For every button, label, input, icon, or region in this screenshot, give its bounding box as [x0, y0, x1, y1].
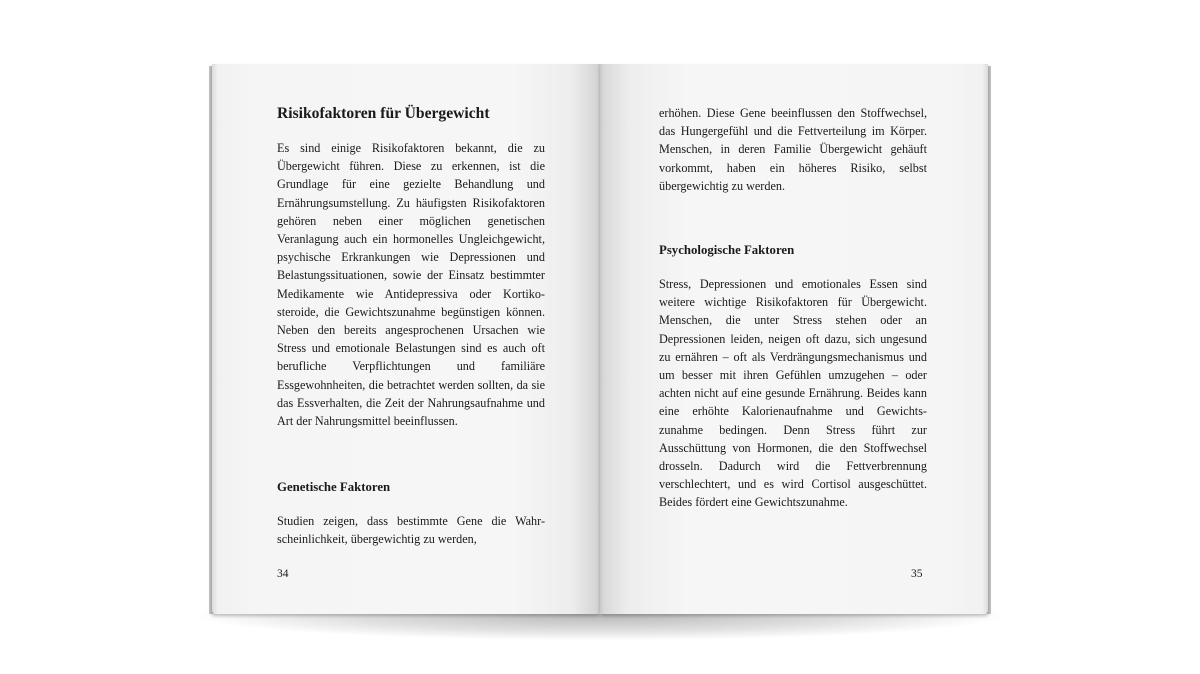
intro-paragraph: Es sind einige Risikofaktoren bekannt, die zu Übergewicht führen. Diese zu erkennen, ist die Grundlage für eine gezielte Behandlung und Ernährungsumstellung. Zu häufigsten Risikofaktoren gehören neben einer möglichen genetischen Veranlagung auch ein hormonelles Ungleichgewicht, psychische Erkrankungen wie Depressionen und Belastungssituationen, sowie der Einsatz bestimmter Medikamente wie Antidepressiva oder Kortiko-steroide, die Gewichtszunahme begünstigen können. Neben den bereits angesprochenen Ursachen wie Stress und emotionale Belastungen sind es auch oft berufliche Verpflichtungen und familiäre Essgewohnheiten, die betrachtet werden sollten, da sie das Essverhalten, die Zeit der Nahrungsaufnahme und Art der Nahrungsmittel beeinflussen. — [277, 141, 545, 429]
page-number-right: 35 — [911, 568, 923, 580]
page-number-left: 34 — [277, 568, 289, 580]
intro-paragraph-block — [277, 139, 545, 430]
continuation-paragraph-block — [659, 104, 927, 195]
psychological-paragraph: Stress, Depressionen und emotionales Essen sind weitere wichtige Risikofaktoren für Übergewicht. Menschen, die unter Stress stehen oder an Depressionen leiden, neigen oft dazu, sich ungesund zu ernähren – oft als Verdrängungsmechanismus und um besser mit ihren Gefühlen umzugehen – oder achten nicht auf eine gesunde Ernährung. Beides kann eine erhöhte Kalorienaufnahme und Gewichts-zunahme bedingen. Denn Stress führt zur Ausschüttung von Hormonen, die den Stoffwechsel drosseln. Dadurch wird die Fettverbrennung verschlechtert, und es wird Cortisol ausgeschüttet. Beides fördert eine Gewichtszunahme. — [659, 277, 927, 510]
section-heading-psychological: Psychologische Faktoren — [659, 243, 795, 257]
psychological-paragraph-block — [659, 275, 927, 512]
right-page — [600, 64, 988, 614]
left-page — [212, 64, 600, 614]
chapter-title: Risikofaktoren für Übergewicht — [277, 105, 490, 122]
genetic-paragraph: Studien zeigen, dass bestimmte Gene die Wahr-scheinlichkeit, übergewichtig zu werden, — [277, 514, 545, 547]
section-heading-genetic: Genetische Faktoren — [277, 480, 391, 494]
genetic-paragraph-block — [277, 512, 545, 548]
continuation-paragraph: erhöhen. Diese Gene beeinflussen den Stoffwechsel, das Hungergefühl und die Fettverteilung im Körper. Menschen, in deren Familie Übergewicht gehäuft vorkommt, haben ein höheres Risiko, selbst übergewichtig zu werden. — [659, 106, 927, 193]
